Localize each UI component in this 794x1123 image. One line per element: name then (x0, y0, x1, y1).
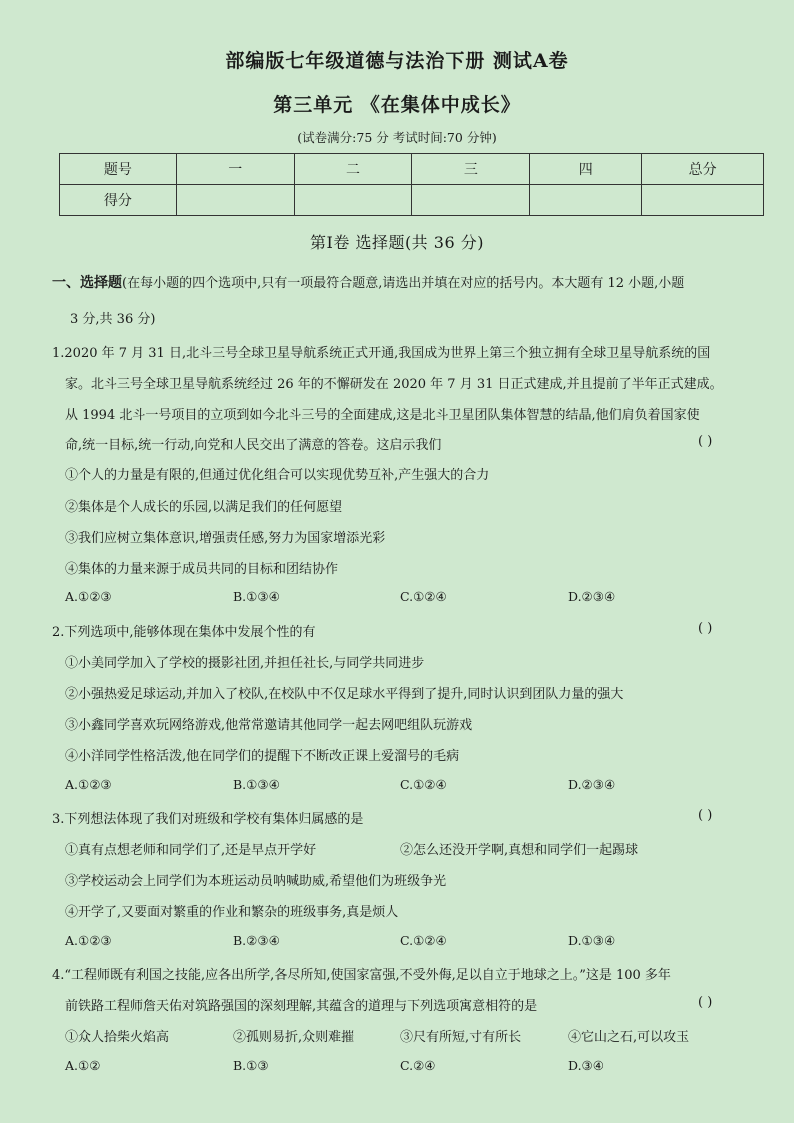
q4-item-4: ④它山之石,可以攻玉 (568, 1030, 690, 1045)
score-cell-part4: 四 (530, 154, 642, 185)
q2-choice-d[interactable]: D.②③④ (568, 777, 616, 792)
q4-answer-paren[interactable]: ( ) (698, 995, 713, 1010)
section-intro (52, 272, 684, 292)
q2-choice-a[interactable]: A.①②③ (65, 777, 112, 792)
q1-choice-b[interactable]: B.①③④ (233, 589, 280, 604)
q1-stem-line4: 命,统一目标,统一行动,向党和人民交出了满意的答卷。这启示我们 (65, 438, 442, 453)
q1-item-4: ④集体的力量来源于成员共同的目标和团结协作 (65, 562, 339, 577)
q1-item-3: ③我们应树立集体意识,增强责任感,努力为国家增添光彩 (65, 531, 386, 546)
score-table (59, 153, 764, 216)
score-cell-total: 总分 (642, 154, 764, 185)
q4-choice-b[interactable]: B.①③ (233, 1058, 269, 1073)
q3-item-3: ③学校运动会上同学们为本班运动员呐喊助威,希望他们为班级争光 (65, 874, 447, 889)
q2-item-4: ④小洋同学性格活泼,他在同学们的提醒下不断改正课上爱溜号的毛病 (65, 749, 460, 764)
score-input-part1[interactable] (176, 185, 294, 216)
q1-item-1: ①个人的力量是有限的,但通过优化组合可以实现优势互补,产生强大的合力 (65, 468, 490, 483)
q4-item-3: ③尺有所短,寸有所长 (400, 1030, 522, 1045)
q1-stem-line2: 家。北斗三号全球卫星导航系统经过 26 年的不懈研发在 2020 年 7 月 31 日正式建成,并且提前了半年正式建成。 (65, 377, 723, 392)
q3-choice-b[interactable]: B.②③④ (233, 933, 280, 948)
q3-choice-a[interactable]: A.①②③ (65, 933, 112, 948)
q1-item-2: ②集体是个人成长的乐园,以满足我们的任何愿望 (65, 500, 343, 515)
q1-stem-line1: 1.2020 年 7 月 31 日,北斗三号全球卫星导航系统正式开通,我国成为世界上第三个独立拥有全球卫星导航系统的国 (52, 346, 711, 361)
q1-choice-a[interactable]: A.①②③ (65, 589, 112, 604)
exam-title: 部编版七年级道德与法治下册 测试A卷 (225, 50, 569, 72)
q4-choice-a[interactable]: A.①② (65, 1058, 101, 1073)
q2-item-2: ②小强热爱足球运动,并加入了校队,在校队中不仅足球水平得到了提升,同时认识到团队力量的强大 (65, 687, 624, 702)
q1-choice-d[interactable]: D.②③④ (568, 589, 616, 604)
score-input-total[interactable] (642, 185, 764, 216)
q1-choice-c[interactable]: C.①②④ (400, 589, 447, 604)
q4-choice-c[interactable]: C.②④ (400, 1058, 436, 1073)
q3-answer-paren[interactable]: ( ) (698, 808, 713, 823)
score-cell-label: 题号 (60, 154, 177, 185)
section-intro-line2: 3 分,共 36 分) (70, 312, 156, 327)
q3-item-4: ④开学了,又要面对繁重的作业和繁杂的班级事务,真是烦人 (65, 905, 399, 920)
score-cell-part3: 三 (412, 154, 530, 185)
section-title: 第Ⅰ卷 选择题(共 36 分) (310, 233, 484, 252)
score-table-header-row (60, 154, 764, 185)
score-cell-part2: 二 (294, 154, 412, 185)
q1-stem-line3: 从 1994 北斗一号项目的立项到如今北斗三号的全面建成,这是北斗卫星团队集体智慧的结晶,他们肩负着国家使 (65, 408, 700, 423)
unit-title: 第三单元 《在集体中成长》 (273, 94, 521, 116)
score-cell-part1: 一 (176, 154, 294, 185)
q2-answer-paren[interactable]: ( ) (698, 621, 713, 636)
q4-item-1: ①众人拾柴火焰高 (65, 1030, 170, 1045)
score-row-label: 得分 (60, 185, 177, 216)
section-intro-text: (在每小题的四个选项中,只有一项最符合题意,请选出并填在对应的括号内。本大题有 12 小题,小题 (122, 276, 685, 291)
score-input-part4[interactable] (530, 185, 642, 216)
q2-choice-c[interactable]: C.①②④ (400, 777, 447, 792)
q2-item-1: ①小美同学加入了学校的摄影社团,并担任社长,与同学共同进步 (65, 656, 425, 671)
q4-choice-d[interactable]: D.③④ (568, 1058, 604, 1073)
q3-item-2: ②怎么还没开学啊,真想和同学们一起踢球 (400, 843, 639, 858)
score-input-part2[interactable] (294, 185, 412, 216)
q3-stem: 3.下列想法体现了我们对班级和学校有集体归属感的是 (52, 812, 364, 827)
q3-item-1: ①真有点想老师和同学们了,还是早点开学好 (65, 843, 317, 858)
q4-item-2: ②孤则易折,众则难摧 (233, 1030, 355, 1045)
score-input-part3[interactable] (412, 185, 530, 216)
q2-stem: 2.下列选项中,能够体现在集体中发展个性的有 (52, 625, 316, 640)
q4-stem-line2: 前铁路工程师詹天佑对筑路强国的深刻理解,其蕴含的道理与下列选项寓意相符的是 (65, 999, 538, 1014)
section-intro-label: 一、选择题 (52, 275, 122, 291)
q2-item-3: ③小鑫同学喜欢玩网络游戏,他常常邀请其他同学一起去网吧组队玩游戏 (65, 718, 473, 733)
q1-answer-paren[interactable]: ( ) (698, 434, 713, 449)
q3-choice-d[interactable]: D.①③④ (568, 933, 616, 948)
q3-choice-c[interactable]: C.①②④ (400, 933, 447, 948)
q2-choice-b[interactable]: B.①③④ (233, 777, 280, 792)
score-table-score-row (60, 185, 764, 216)
exam-meta: (试卷满分:75 分 考试时间:70 分钟) (297, 130, 497, 145)
q4-stem-line1: 4.“工程师既有利国之技能,应各出所学,各尽所知,使国家富强,不受外侮,足以自立于地球之上。”这是 100 多年 (52, 968, 671, 983)
